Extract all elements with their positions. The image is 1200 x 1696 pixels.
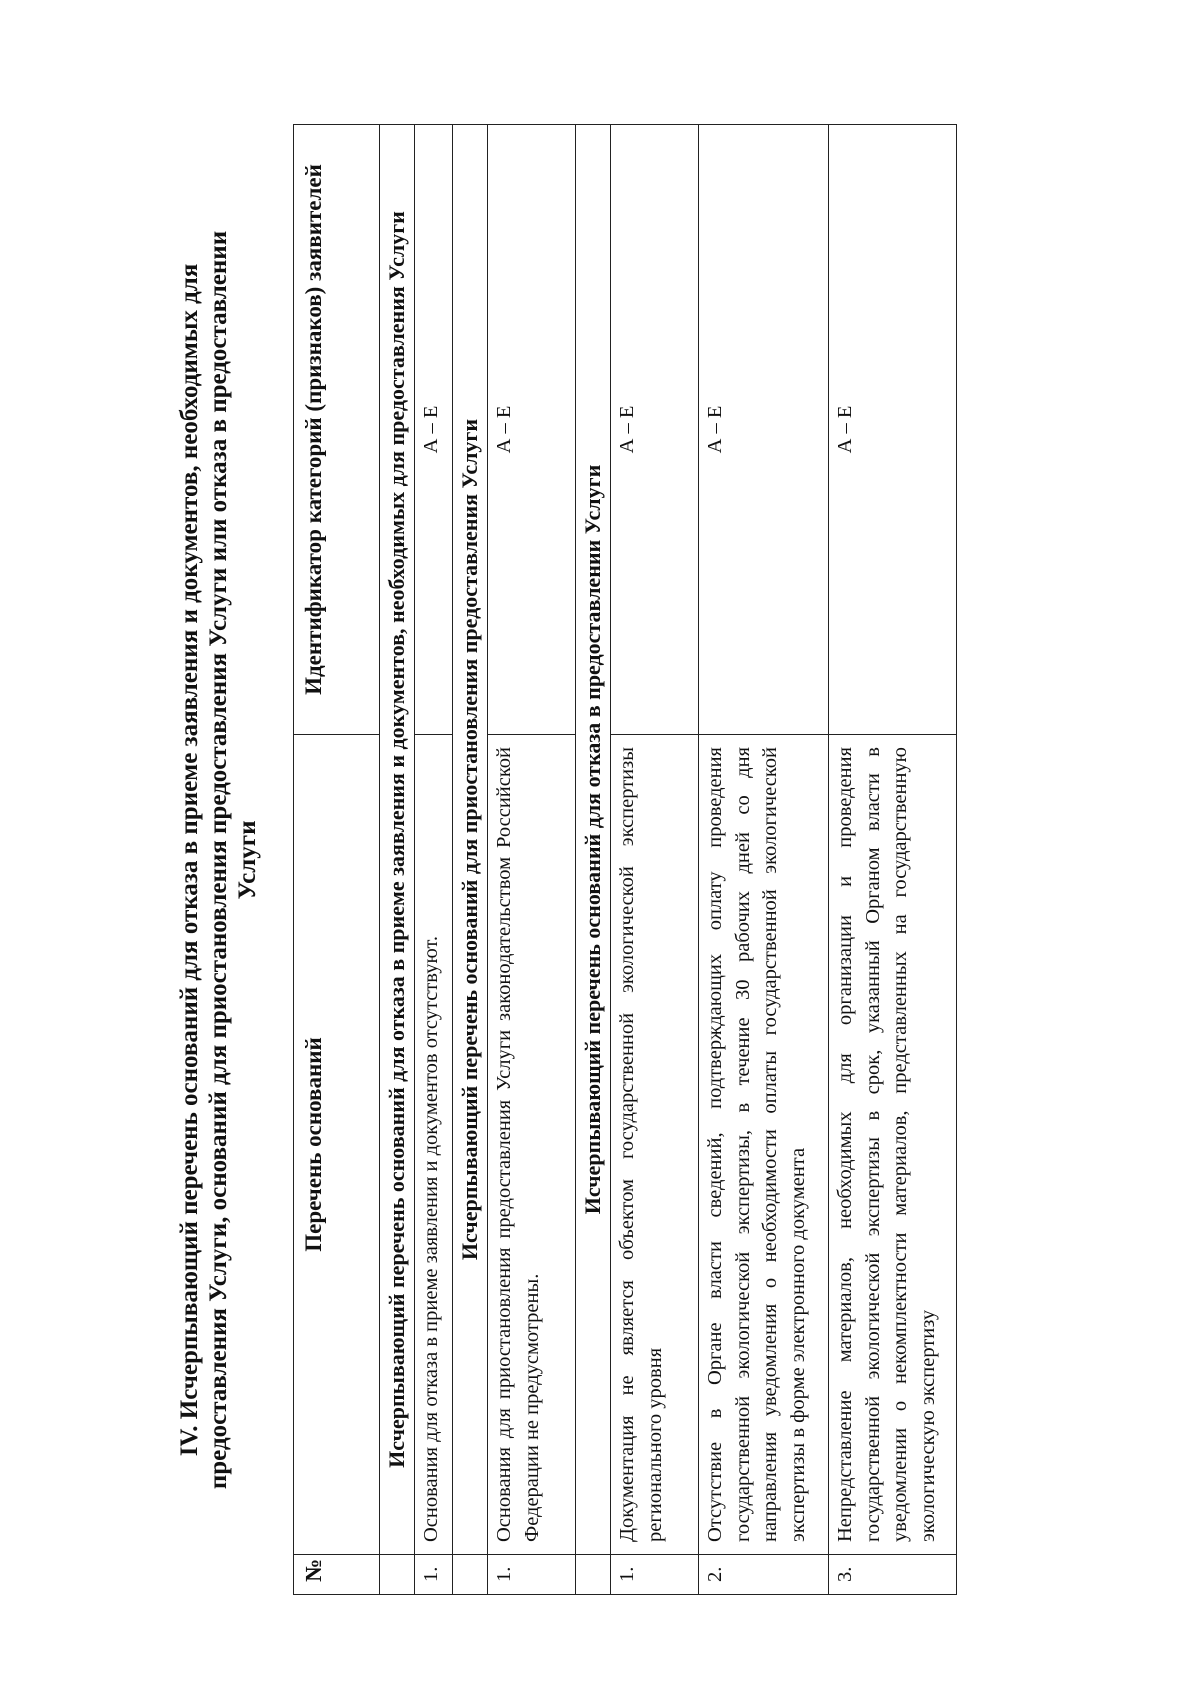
- heading-line-3: Услуги: [234, 820, 261, 900]
- row-number: 1.: [488, 1555, 576, 1595]
- row-number: 1.: [415, 1555, 453, 1595]
- section-title: Исчерпывающий перечень оснований для приостановления предоставления Услуги: [453, 125, 488, 1555]
- grounds-table: [293, 124, 957, 1595]
- row-identifier: А – Е: [699, 125, 829, 735]
- row-number: 1.: [611, 1555, 699, 1595]
- table-row: [611, 125, 699, 1595]
- row-identifier: А – Е: [611, 125, 699, 735]
- row-basis: Документация не является объектом государственной экологической экспертизы регионального уровня: [611, 735, 699, 1555]
- row-basis: Непредставление материалов, необходимых для организации и проведения государственной экологической экспертизы в срок, указанный Органом власти в уведомлении о некомплектности материалов, представленных на государственную экологическую экспертизу: [829, 735, 957, 1555]
- header-number: №: [294, 1555, 380, 1595]
- table-row: [829, 125, 957, 1595]
- section-row-refusal-acceptance: [380, 125, 415, 1595]
- row-number: 2.: [699, 1555, 829, 1595]
- section-empty-cell: [576, 1555, 611, 1595]
- section-title: Исчерпывающий перечень оснований для отказа в приеме заявления и документов, необходимых для предоставления Услуги: [380, 125, 415, 1555]
- header-basis: Перечень оснований: [294, 735, 380, 1555]
- row-identifier: А – Е: [829, 125, 957, 735]
- section-empty-cell: [380, 1555, 415, 1595]
- table-header-row: [294, 125, 380, 1595]
- section-row-suspension: [453, 125, 488, 1595]
- row-identifier: А – Е: [488, 125, 576, 735]
- section-heading: [175, 125, 293, 1595]
- table-row: [488, 125, 576, 1595]
- rotated-page-content: [175, 125, 1080, 1595]
- row-basis: Основания для отказа в приеме заявления и документов отсутствуют.: [415, 735, 453, 1555]
- row-basis: Отсутствие в Органе власти сведений, подтверждающих оплату проведения государственной экологической экспертизы, в течение 30 рабочих дней со дня направления уведомления о необходимости оплаты государственной экологической экспертизы в форме электронного документа: [699, 735, 829, 1555]
- table-row: [415, 125, 453, 1595]
- heading-line-2: предоставления Услуги, оснований для приостановления предоставления Услуги или отказа в предоставлении: [205, 230, 232, 1490]
- header-identifier: Идентификатор категорий (признаков) заявителей: [294, 125, 380, 735]
- heading-line-1: IV. Исчерпывающий перечень оснований для отказа в приеме заявления и документов, необходимых для: [176, 263, 203, 1457]
- table-row: [699, 125, 829, 1595]
- section-empty-cell: [453, 1555, 488, 1595]
- row-identifier: А – Е: [415, 125, 453, 735]
- section-title: Исчерпывающий перечень оснований для отказа в предоставлении Услуги: [576, 125, 611, 1555]
- row-number: 3.: [829, 1555, 957, 1595]
- row-basis: Основания для приостановления предоставления Услуги законодательством Российской Федерации не предусмотрены.: [488, 735, 576, 1555]
- section-row-refusal-service: [576, 125, 611, 1595]
